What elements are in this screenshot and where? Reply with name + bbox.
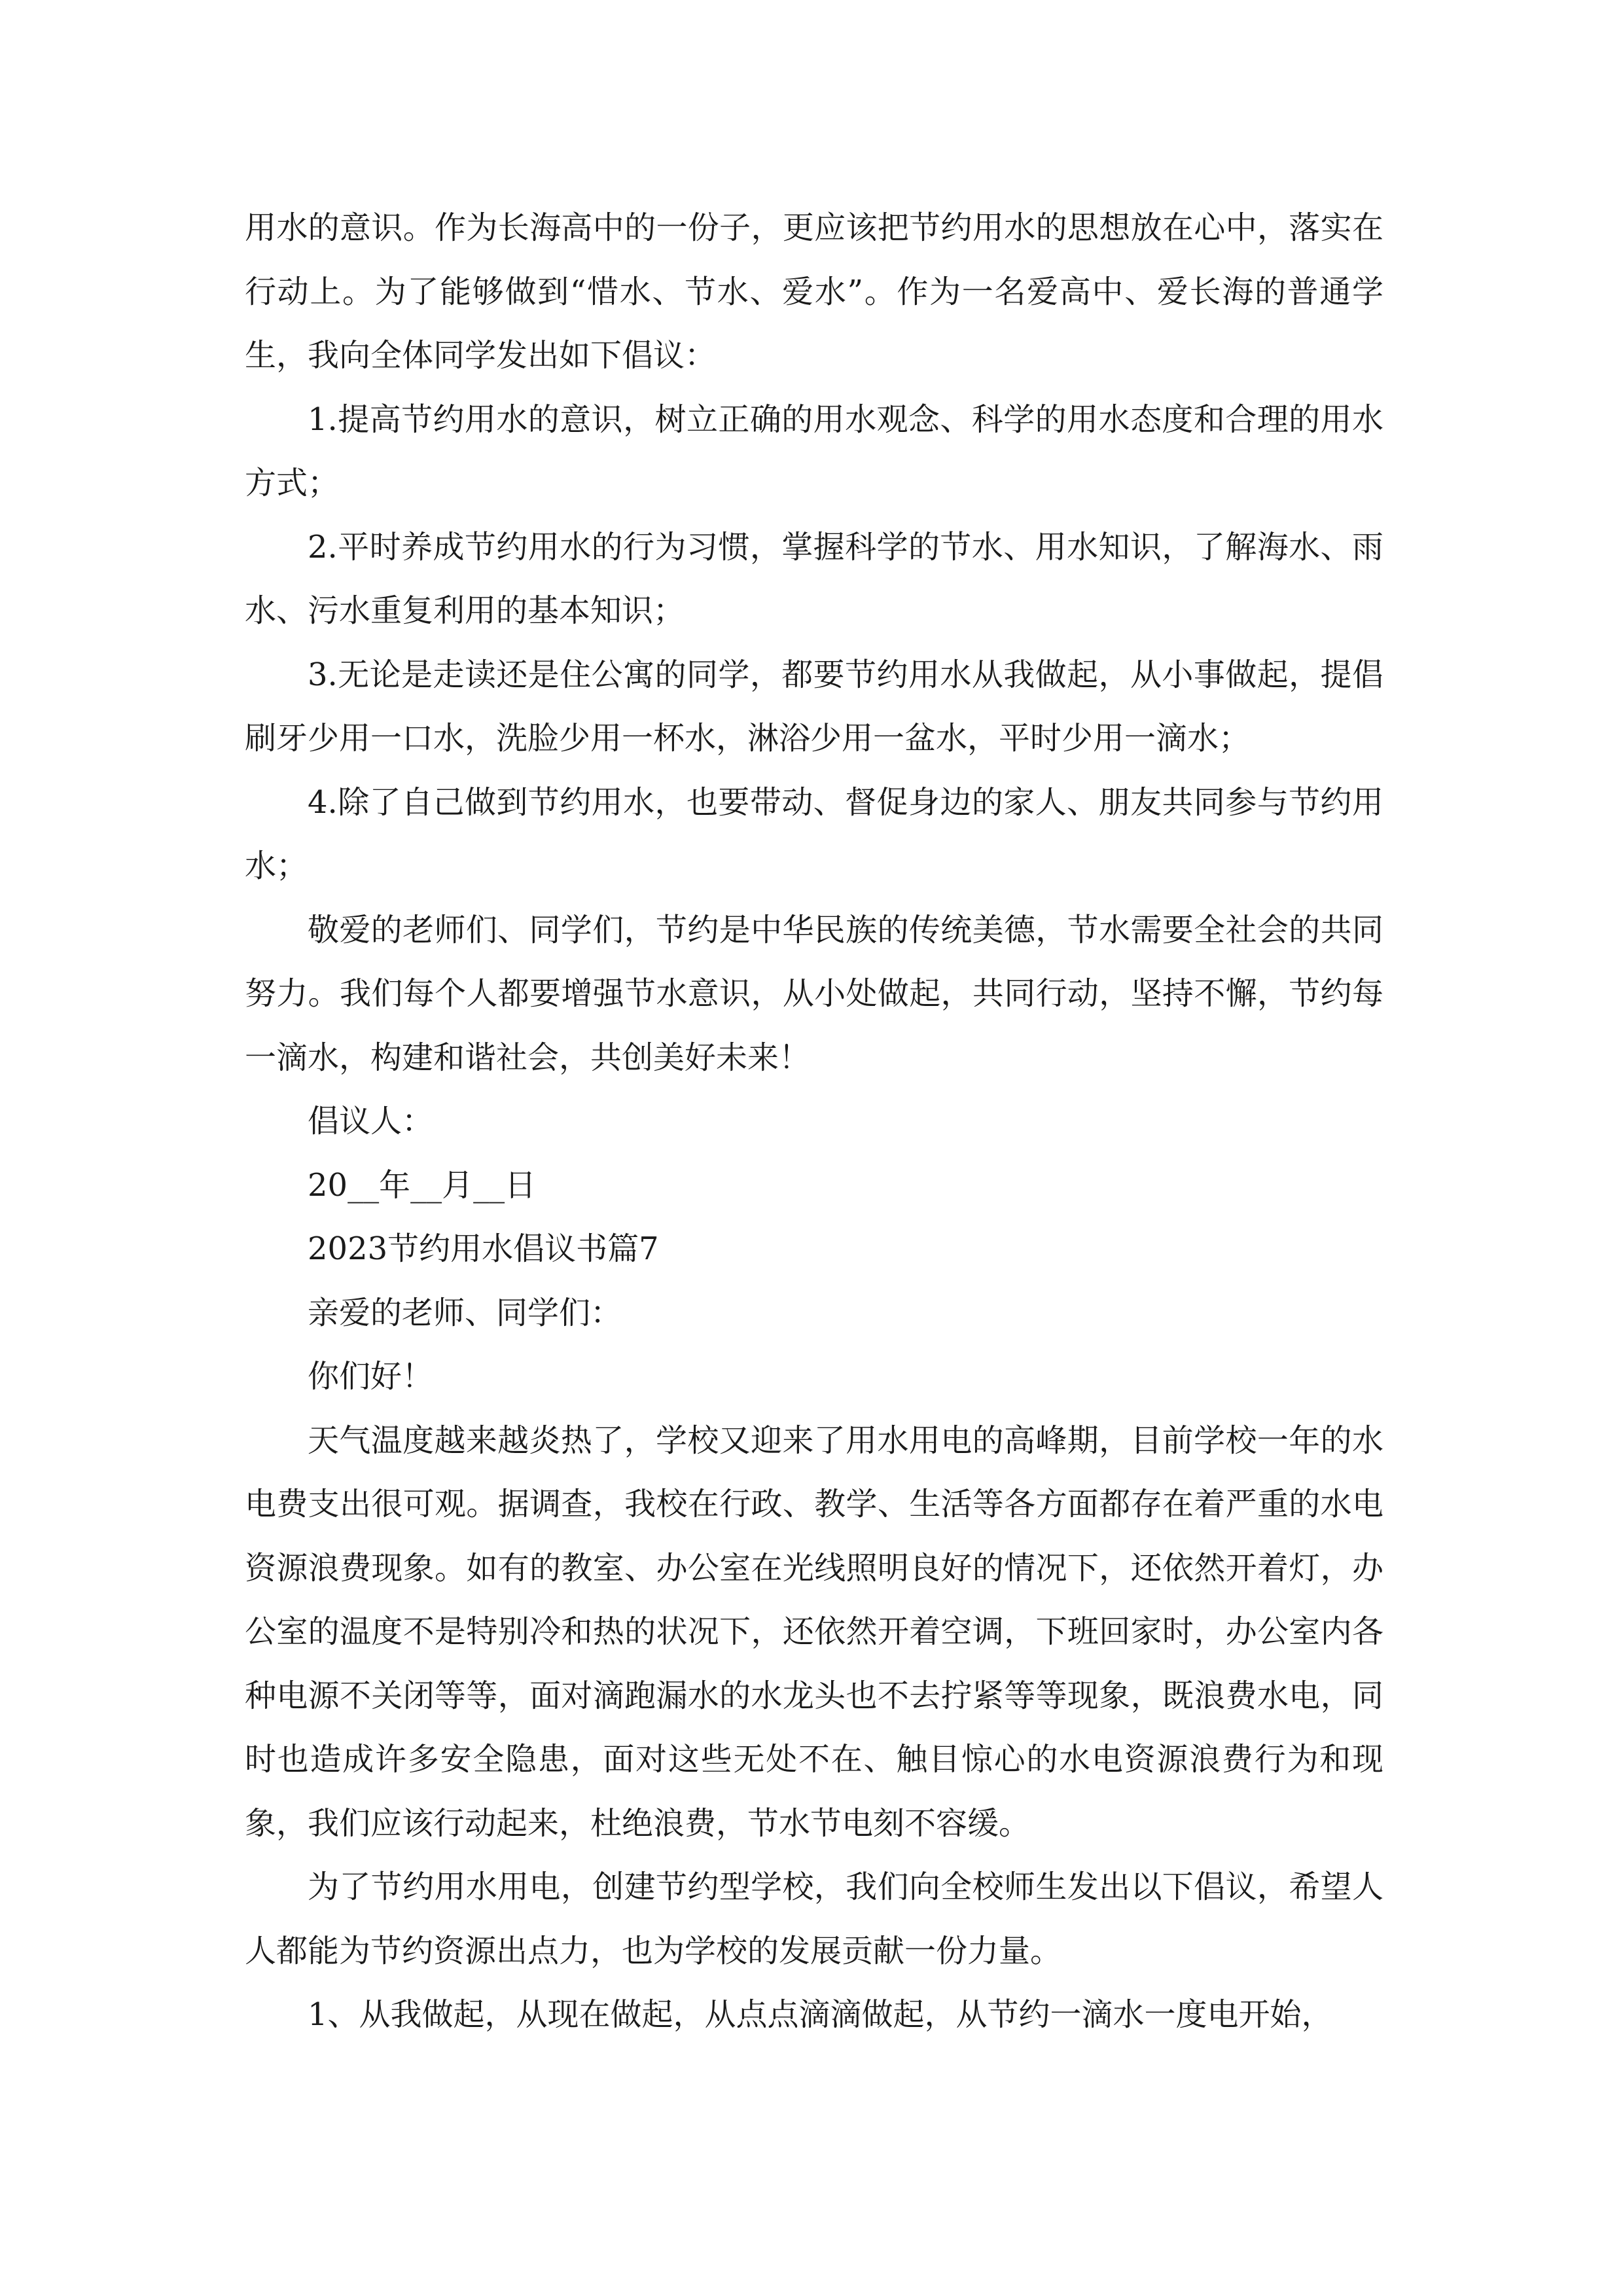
date-line: 20__年__月__日 <box>308 1166 537 1204</box>
salutation: 亲爱的老师、同学们： <box>308 1294 622 1331</box>
proposer-label: 倡议人： <box>308 1103 434 1139</box>
proposal-item-4: 4.除了自己做到节约用水，也要带动、督促身边的家人、朋友共同参与节约用水； <box>245 783 1383 884</box>
document-body <box>245 196 1383 2047</box>
proposal-item-3: 3.无论是走读还是住公寓的同学，都要节约用水从我做起，从小事做起，提倡刷牙少用一口水，洗脸少用一杯水，淋浴少用一盆水，平时少用一滴水； <box>245 656 1383 757</box>
paragraph-continuation: 用水的意识。作为长海高中的一份子，更应该把节约用水的思想放在心中，落实在行动上。为了能够做到“惜水、节水、爱水”。作为一名爱高中、爱长海的普通学生，我向全体同学发出如下倡议： <box>245 209 1383 374</box>
section-title: 2023节约用水倡议书篇7 <box>308 1230 659 1267</box>
closing-paragraph: 敬爱的老师们、同学们，节约是中华民族的传统美德，节水需要全社会的共同努力。我们每个人都要增强节水意识，从小处做起，共同行动，坚持不懈，节约每一滴水，构建和谐社会，共创美好未来！ <box>245 911 1383 1076</box>
greeting: 你们好！ <box>308 1358 434 1395</box>
proposal-item-first: 1、从我做起，从现在做起，从点点滴滴做起，从节约一滴水一度电开始， <box>308 1996 1333 2033</box>
body-paragraph-situation: 天气温度越来越炎热了，学校又迎来了用水用电的高峰期，目前学校一年的水电费支出很可观。据调查，我校在行政、教学、生活等各方面都存在着严重的水电资源浪费现象。如有的教室、办公室在光线照明良好的情况下，还依然开着灯，办公室的温度不是特别冷和热的状况下，还依然开着空调，下班回家时，办公室内各种电源不关闭等等，面对滴跑漏水的水龙头也不去拧紧等等现象，既浪费水电，同时也造成许多安全隐患，面对这些无处不在、触目惊心的水电资源浪费行为和现象，我们应该行动起来，杜绝浪费，节水节电刻不容缓。 <box>245 1422 1383 1842</box>
proposal-item-1: 1.提高节约用水的意识，树立正确的用水观念、科学的用水态度和合理的用水方式； <box>245 401 1383 501</box>
proposal-item-2: 2.平时养成节约用水的行为习惯，掌握科学的节水、用水知识，了解海水、雨水、污水重复利用的基本知识； <box>245 528 1383 629</box>
body-paragraph-proposal-intro: 为了节约用水用电，创建节约型学校，我们向全校师生发出以下倡议，希望人人都能为节约资源出点力，也为学校的发展贡献一份力量。 <box>245 1869 1383 1969</box>
